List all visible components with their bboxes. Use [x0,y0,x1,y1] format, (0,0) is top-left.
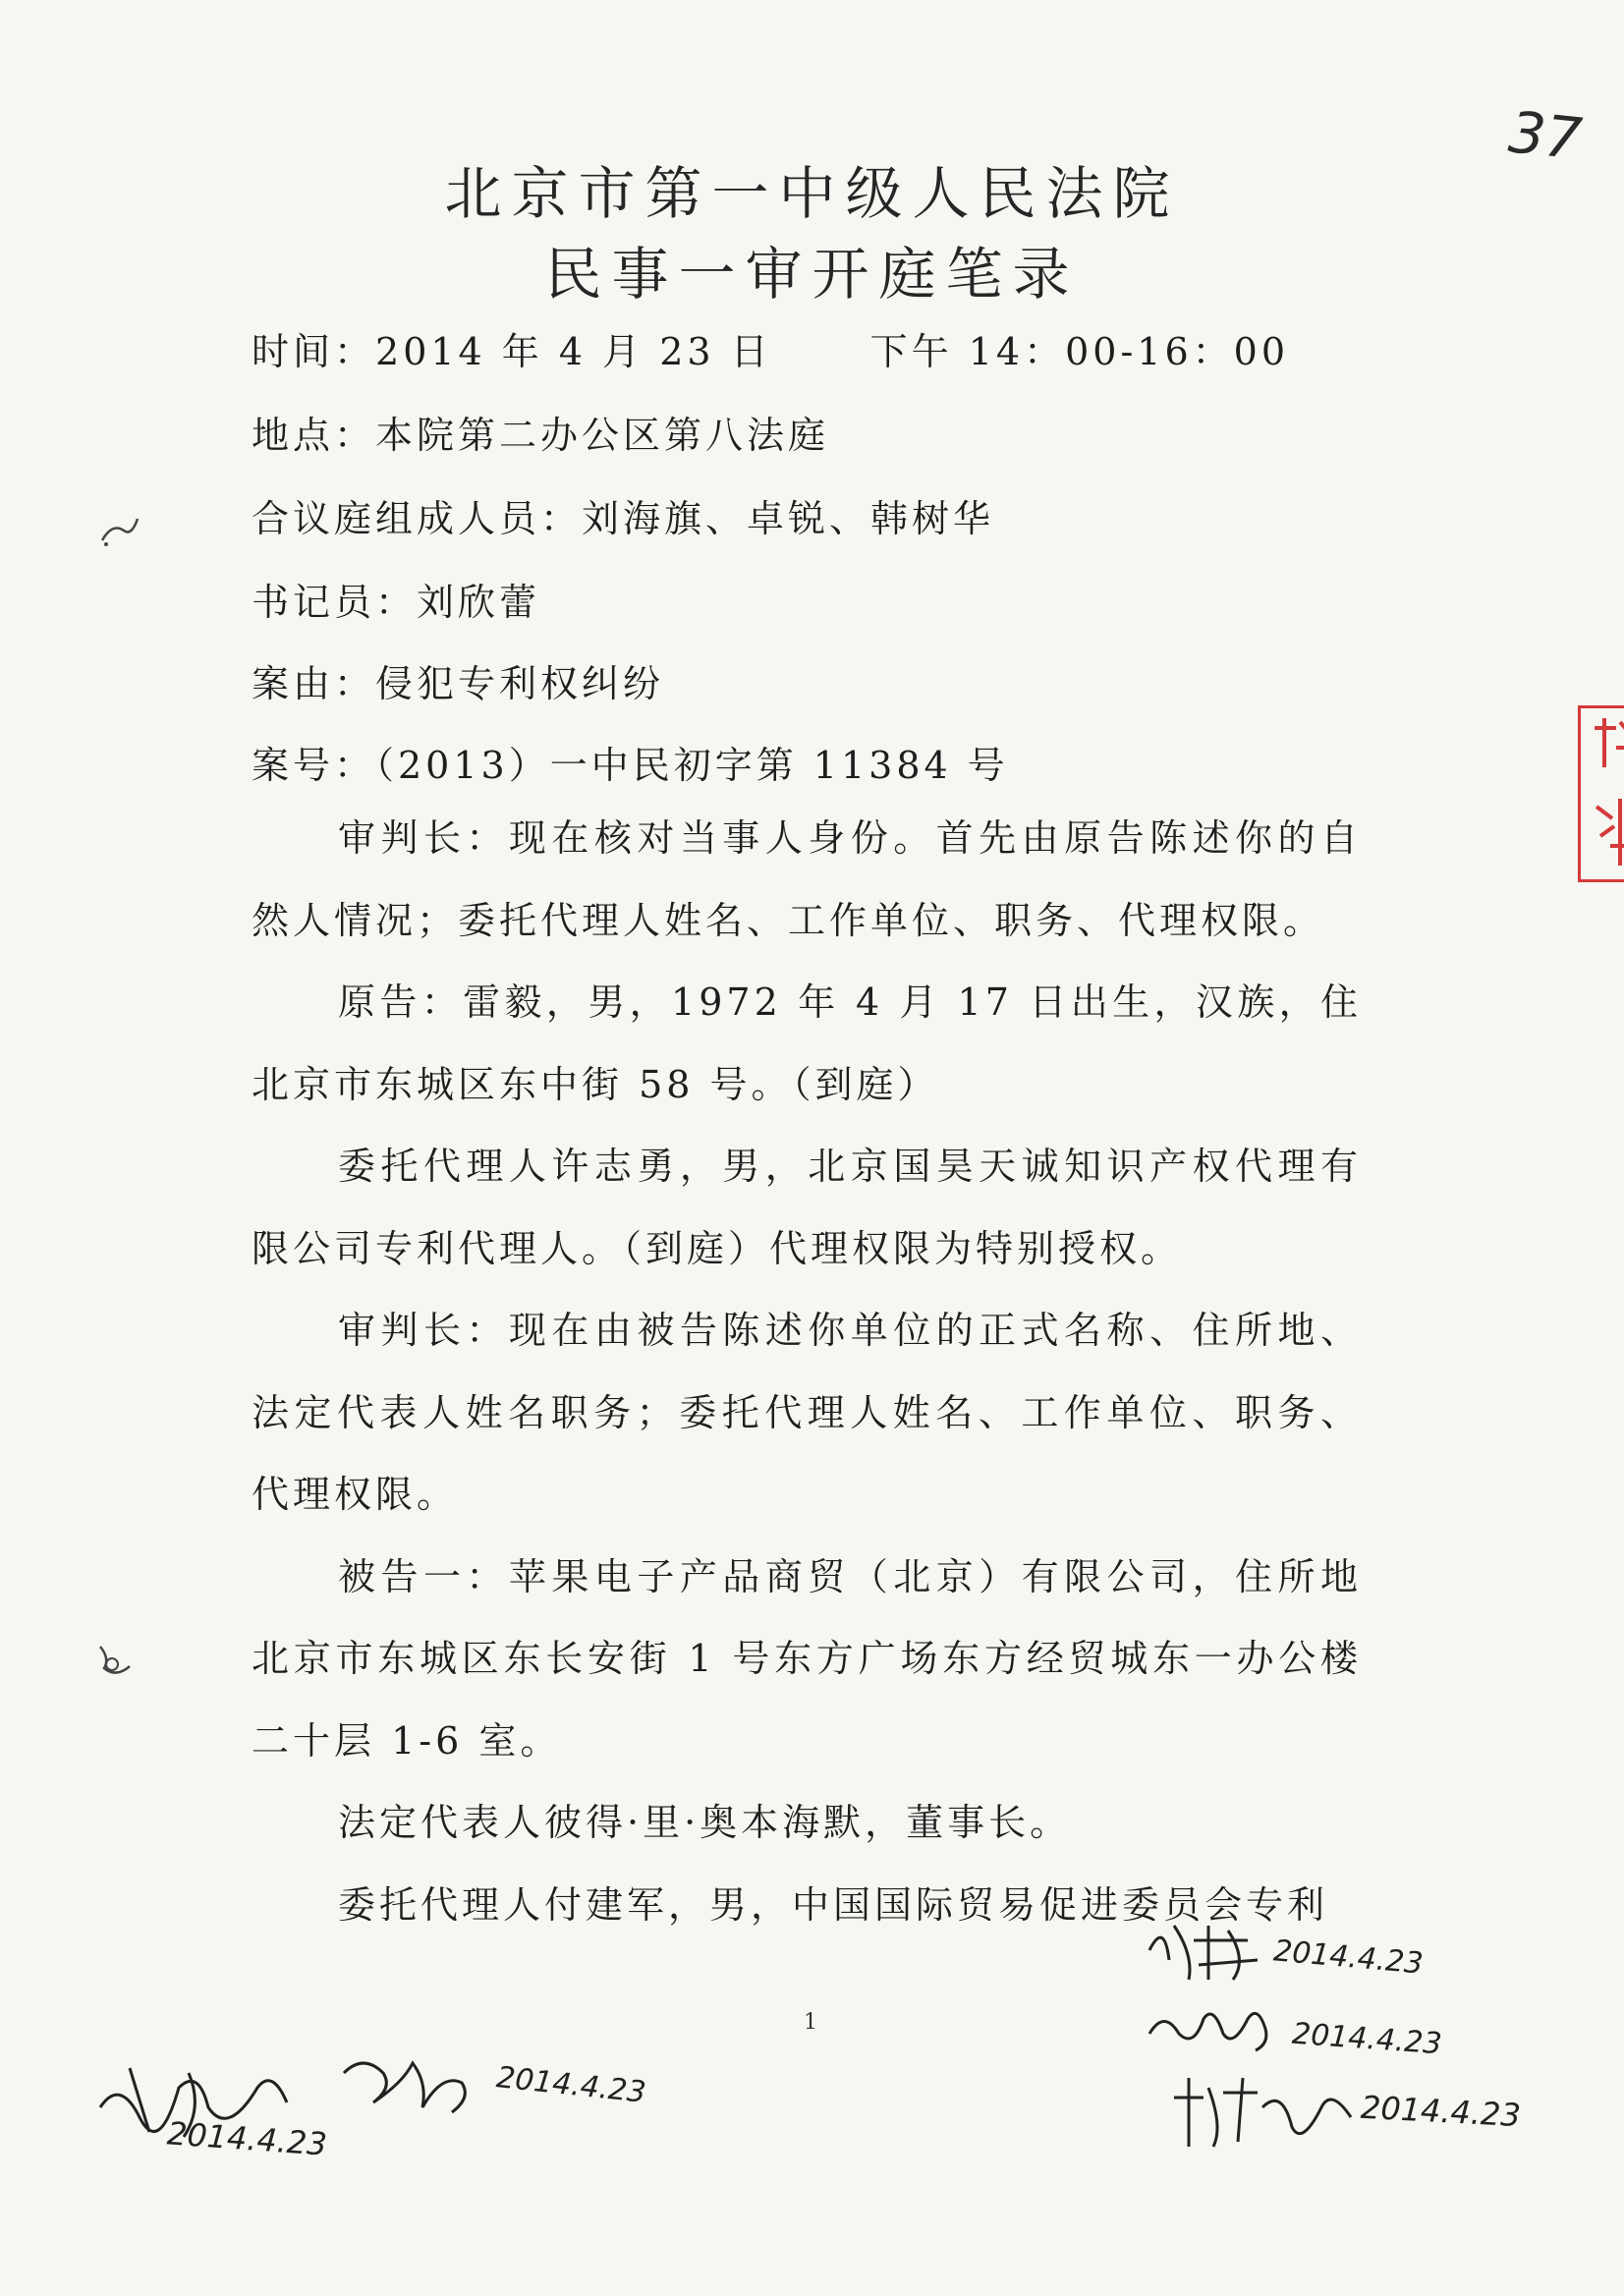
signature-right-1 [1140,1911,1277,1989]
signature-date-3: 2014.4.23 [1271,1933,1425,1982]
time-date: 2014 年 4 月 23 日 [375,330,772,373]
field-case-number: 案号：（2013）一中民初字第 11384 号 [252,744,1009,787]
paragraph-presiding-judge-2: 审判长：现在由被告陈述你单位的正式名称、住所地、法定代表人姓名职务；委托代理人姓名、工作单位、职务、代理权限。 [252,1309,1362,1516]
seal-stamp-graphic [1587,708,1624,877]
paragraph-presiding-judge-1: 审判长：现在核对当事人身份。首先由原告陈述你的自然人情况；委托代理人姓名、工作单位、职务、代理权限。 [252,816,1362,942]
field-place: 地点：本院第二办公区第八法庭 [252,414,830,457]
signature-date-5: 2014.4.23 [1360,2088,1522,2135]
signature-date-1: 2014.4.23 [165,2114,328,2163]
signature-date-2: 2014.4.23 [494,2060,648,2110]
signature-date-4: 2014.4.23 [1290,2016,1443,2062]
time-range: 下午 14：00-16：00 [869,330,1289,373]
paragraph-plaintiff: 原告：雷毅，男，1972 年 4 月 17 日出生，汉族，住北京市东城区东中街 58 号。（到庭） [252,980,1362,1106]
time-label: 时间： [252,330,376,373]
paragraph-plaintiff-agent: 委托代理人许志勇，男，北京国昊天诚知识产权代理有限公司专利代理人。（到庭）代理权限为特别授权。 [252,1145,1362,1270]
field-time [252,321,1289,375]
margin-check-mark [94,511,143,550]
record-body [252,798,1362,1946]
paragraph-legal-representative: 法定代表人彼得·里·奥本海默，董事长。 [338,1801,1072,1844]
seal-stamp-fragment [1578,705,1624,882]
signature-right-2 [1140,1989,1287,2058]
margin-check-mark [90,1639,140,1684]
field-clerk: 书记员：刘欣蕾 [252,581,541,624]
paragraph-defendant-agent: 委托代理人付建军，男，中国国际贸易促进委员会专利 [338,1882,1329,1927]
page-number: 1 [804,2010,817,2035]
paragraph-defendant-1: 被告一：苹果电子产品商贸（北京）有限公司，住所地北京市东城区东长安街 1 号东方广场东方经贸城东一办公楼二十层 1-6 室。 [252,1554,1362,1763]
field-panel-members: 合议庭组成人员：刘海旗、卓锐、韩树华 [252,497,995,540]
signature-plaintiff [334,2044,481,2122]
document-title: 民事一审开庭笔录 [544,241,1080,308]
field-cause: 案由：侵犯专利权纠纷 [252,662,665,705]
signature-right-3 [1164,2068,1361,2156]
court-name-heading: 北京市第一中级人民法院 [444,160,1180,227]
handwritten-page-mark: 37 [1505,98,1586,173]
